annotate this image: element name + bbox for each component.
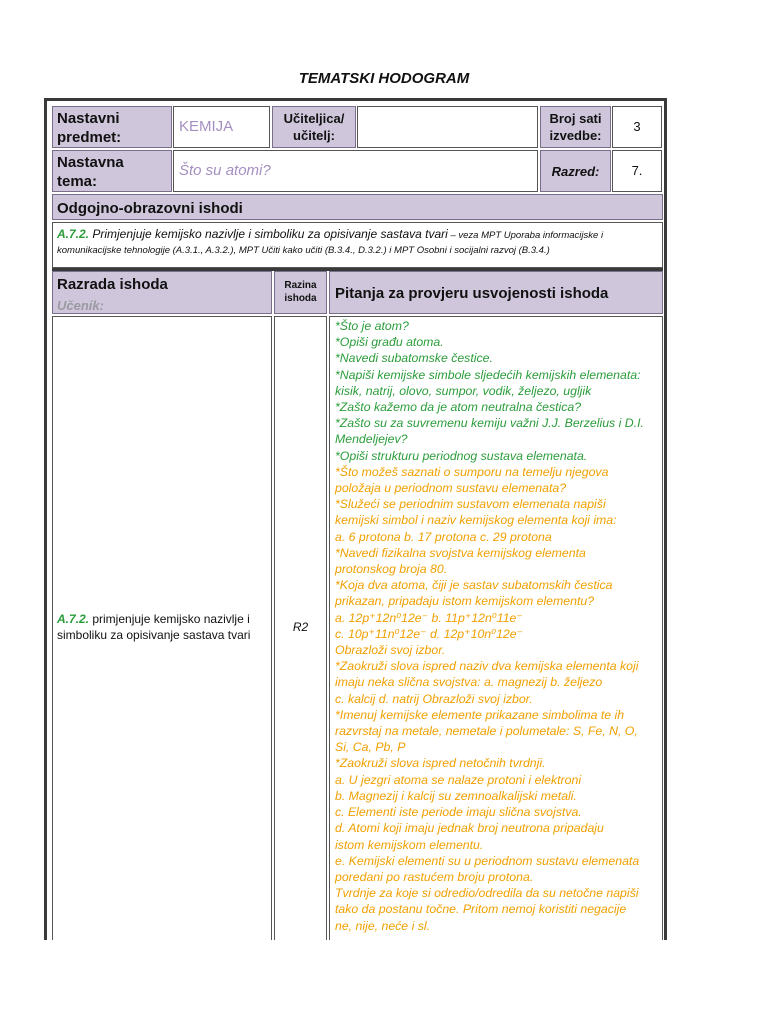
question-line: *Navedi subatomske čestice. <box>335 351 493 366</box>
col3-heading: Pitanja za provjeru usvojenosti ishoda <box>335 285 609 302</box>
question-line: a. 12p⁺12n⁰12e⁻ b. 11p⁺12n⁰11e⁻ <box>335 610 523 625</box>
questions-list <box>335 318 657 934</box>
question-line: imaju neka slična svojstva: a. magnezij b. željezo <box>335 675 603 690</box>
question-line: *Služeći se periodnim sustavom elemenata napiši <box>335 497 606 512</box>
hours-value: 3 <box>633 119 641 134</box>
row-text-1: primjenjuje kemijsko nazivlje i <box>89 612 250 626</box>
question-line: a. 6 protona b. 17 protona c. 29 protona <box>335 529 552 544</box>
col3-header-cell <box>329 271 663 314</box>
question-line: *Opiši građu atoma. <box>335 335 444 350</box>
topic-label: Nastavna tema: <box>57 154 124 190</box>
question-line: protonskog broja 80. <box>335 562 448 577</box>
grade-value-cell <box>612 150 662 192</box>
teacher-value-cell <box>357 106 538 148</box>
outcomes-heading-cell <box>52 194 663 220</box>
hours-label: Broj sati izvedbe: <box>549 111 602 143</box>
question-line: *Navedi fizikalna svojstva kemijskog elementa <box>335 545 586 560</box>
row-code: A.7.2. <box>57 612 90 626</box>
question-line: ne, nije, neće i sl. <box>335 918 431 933</box>
topic-value: Što su atomi? <box>179 162 271 179</box>
question-line: *Zaokruži slova ispred naziv dva kemijska elementa koji <box>335 659 639 674</box>
question-line: *Napiši kemijske simbole sljedećih kemijskih elemenata: <box>335 367 641 382</box>
outcome-note-1: – veza MPT Uporaba informacijske i <box>447 230 604 241</box>
question-line: b. Magnezij i kalcij su zemnoalkalijski metali. <box>335 788 577 803</box>
question-line: *Koja dva atoma, čiji je sastav subatomskih čestica <box>335 578 613 593</box>
level-value: R2 <box>292 620 309 634</box>
topic-value-cell <box>173 150 538 192</box>
question-line: Si, Ca, Pb, P <box>335 740 406 755</box>
outcome-detail-text <box>57 611 250 643</box>
hours-value-cell <box>612 106 662 148</box>
question-line: razvrstaj na metale, nemetale i polumetale: S, Fe, N, O, <box>335 724 638 739</box>
hours-label-cell <box>540 106 611 148</box>
outcome-note-2: komunikacijske tehnologije (A.3.1., A.3.2.), MPT Učiti kako učiti (B.3.4., D.3.2.) i MPT Osobni i socijalni razvoj (B.3.4.) <box>57 245 550 256</box>
topic-label-cell <box>52 150 172 192</box>
teacher-label-cell <box>272 106 356 148</box>
question-line: Obrazloži svoj izbor. <box>335 643 446 658</box>
level-cell <box>274 316 327 940</box>
grade-label-cell <box>540 150 611 192</box>
outcome-code: A.7.2. <box>57 227 90 241</box>
col2-header-cell <box>274 271 327 314</box>
question-line: c. kalcij d. natrij Obrazloži svoj izbor. <box>335 691 533 706</box>
col1-subheading: Učenik: <box>57 298 104 313</box>
subject-value-cell <box>173 106 270 148</box>
question-line: istom kemijskom elementu. <box>335 837 484 852</box>
col1-heading: Razrada ishoda <box>57 276 168 293</box>
question-line: *Opiši strukturu periodnog sustava elemenata. <box>335 448 588 463</box>
question-line: *Imenuj kemijske elemente prikazane simbolima te ih <box>335 707 625 722</box>
grade-value: 7. <box>631 163 643 178</box>
question-line: poredani po rastućem broju protona. <box>335 869 534 884</box>
outcomes-heading: Odgojno-obrazovni ishodi <box>57 200 243 217</box>
question-line: *Zaokruži slova ispred netočnih tvrdnji. <box>335 756 546 771</box>
question-line: *Zašto su za suvremenu kemiju važni J.J. Berzelius i D.I. <box>335 416 644 431</box>
question-line: *Zašto kažemo da je atom neutralna čestica? <box>335 400 582 415</box>
question-line: prikazan, pripadaju istom kemijskom elementu? <box>335 594 595 609</box>
question-line: c. 10p⁺11n⁰12e⁻ d. 12p⁺10n⁰12e⁻ <box>335 626 524 641</box>
subject-label: Nastavni predmet: <box>57 110 122 146</box>
col2-heading: Razina ishoda <box>284 280 317 304</box>
question-line: kemijski simbol i naziv kemijskog elementa koji ima: <box>335 513 617 528</box>
question-line: d. Atomi koji imaju jednak broj neutrona pripadaju <box>335 821 604 836</box>
col1-header-cell <box>52 271 272 314</box>
question-line: položaja u periodnom sustavu elemenata? <box>335 481 567 496</box>
question-line: a. U jezgri atoma se nalaze protoni i elektroni <box>335 772 582 787</box>
question-line: Tvrdnje za koje si odredio/odredila da su netočne napiši <box>335 886 639 901</box>
row-text-2: simboliku za opisivanje sastava tvari <box>57 628 251 642</box>
document-title: TEMATSKI HODOGRAM <box>298 70 470 87</box>
grade-label: Razred: <box>551 164 600 179</box>
question-line: Mendeljejev? <box>335 432 408 447</box>
subject-value: KEMIJA <box>179 118 234 135</box>
outcome-line-1 <box>57 226 658 244</box>
outcome-text: Primjenjuje kemijsko nazivlje i simboliku za opisivanje sastava tvari <box>89 227 448 241</box>
question-line: tako da postanu točne. Pritom nemoj koristiti negacije <box>335 902 627 917</box>
question-line: *Što je atom? <box>335 319 409 333</box>
outcome-detail-cell <box>52 316 272 940</box>
subject-label-cell <box>52 106 172 148</box>
question-line: c. Elementi iste periode imaju slična svojstva. <box>335 805 582 820</box>
teacher-label: Učiteljica/ učitelj: <box>283 111 345 143</box>
questions-cell <box>329 316 663 940</box>
question-line: kisik, natrij, olovo, sumpor, vodik, željezo, ugljik <box>335 383 592 398</box>
outcomes-text-cell <box>52 222 663 268</box>
question-line: e. Kemijski elementi su u periodnom sustavu elemenata <box>335 853 640 868</box>
question-line: *Što možeš saznati o sumporu na temelju njegova <box>335 464 609 479</box>
